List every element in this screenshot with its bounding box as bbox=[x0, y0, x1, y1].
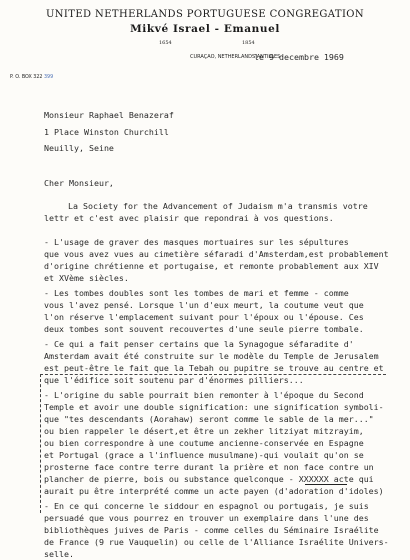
letterhead-address: CURAÇAO, NETHERLANDS ANTILLES bbox=[190, 54, 281, 60]
body-line: que vous avez vues au cimetière séfaradi d'Amsterdam,est probablement bbox=[44, 249, 389, 259]
recipient-line-3: Neuilly, Seine bbox=[44, 143, 114, 153]
po-box-label: P. O. BOX 322 bbox=[10, 75, 43, 80]
body-line: et XVème siècles. bbox=[44, 273, 129, 283]
body-line: Temple et avoir une double signification: une signification symboli- bbox=[44, 402, 384, 412]
organization-name: UNITED NETHERLANDS PORTUGUESE CONGREGATION bbox=[45, 9, 365, 20]
recipient-line-1: Monsieur Raphael Benazeraf bbox=[44, 110, 174, 120]
body-line: - L'usage de graver des masques mortuaires sur les sépultures bbox=[44, 237, 349, 247]
body-line: - Ce qui a fait penser certains que la Synagogue séfaradite d' bbox=[44, 339, 354, 349]
body-line: - L'origine du sable pourrait bien remonter à l'époque du Second bbox=[44, 390, 364, 400]
body-line: ou bien correspondre à une coutume ancienne-conservée en Espagne bbox=[44, 438, 364, 448]
body-line: et Portugal (grace a l'influence musulmane)-qui voulait qu'on se bbox=[44, 450, 364, 460]
letter-date: le 9 decembre 1969 bbox=[254, 52, 344, 62]
body-line: l'on réserve l'emplacement suivant pour l'époux ou l'épouse. Ces bbox=[44, 312, 364, 322]
recipient-line-2: 1 Place Winston Churchill bbox=[44, 127, 169, 137]
strikeout-mark bbox=[305, 484, 347, 485]
body-line: que "tes descendants (Aorahaw) seront comme le sable de la mer..." bbox=[44, 414, 374, 424]
body-line: d'origine chrétienne et portugaise, et remonte probablement aux XIV bbox=[44, 261, 379, 271]
body-line: plancher de pierre, bois ou substance quelconque - XXXXXX acte qui bbox=[44, 474, 374, 484]
founding-year: 1654 bbox=[159, 40, 172, 46]
body-line: persuadé que vous pourrez en trouver un exemplaire dans l'une des bbox=[44, 513, 369, 523]
body-line: La Society for the Advancement of Judaism m'a transmis votre bbox=[68, 201, 368, 211]
body-line: prosterne face contre terre durant la prière et non face contre un bbox=[44, 462, 374, 472]
body-line: que l'édifice soit soutenu par d'énormes pilliers... bbox=[44, 375, 304, 385]
body-line: bibliothèques juives de Paris - comme celles du Séminaire Israélite bbox=[44, 525, 379, 535]
congregation-name: Mikvé Israel - Emanuel bbox=[130, 23, 280, 35]
body-line: lettr et c'est avec plaisir que repondrai à vos questions. bbox=[44, 213, 334, 223]
po-box-number: 399 bbox=[44, 75, 54, 80]
salutation: Cher Monsieur, bbox=[44, 178, 114, 188]
body-line: de France (9 rue Vauquelin) ou celle de l'Alliance Israélite Univers- bbox=[44, 537, 389, 547]
body-line: deux tombes sont souvent recouvertes d'une seule pierre tombale. bbox=[44, 324, 364, 334]
body-line: vous l'avez pensé. Lorsque l'un d'eux meurt, la coutume veut que bbox=[44, 300, 364, 310]
body-line: est peut-être le fait que la Tebah ou pupitre se trouve au centre et bbox=[44, 363, 384, 373]
body-line: Amsterdam avait été construite sur le modèle du Temple de Jerusalem bbox=[44, 351, 379, 361]
second-year: 1854 bbox=[242, 40, 255, 46]
po-box bbox=[10, 75, 53, 80]
body-line: selle. bbox=[44, 549, 74, 559]
body-line: - Les tombes doubles sont les tombes de mari et femme - comme bbox=[44, 288, 349, 298]
body-line: ou bien rappeler le désert,et être un zekher litziyat mitzrayim, bbox=[44, 426, 364, 436]
body-line: - En ce qui concerne le siddour en espagnol ou portugais, je suis bbox=[44, 501, 369, 511]
body-line: aurait pu être interprété comme un acte payen (d'adoration d'idoles) bbox=[44, 486, 384, 496]
